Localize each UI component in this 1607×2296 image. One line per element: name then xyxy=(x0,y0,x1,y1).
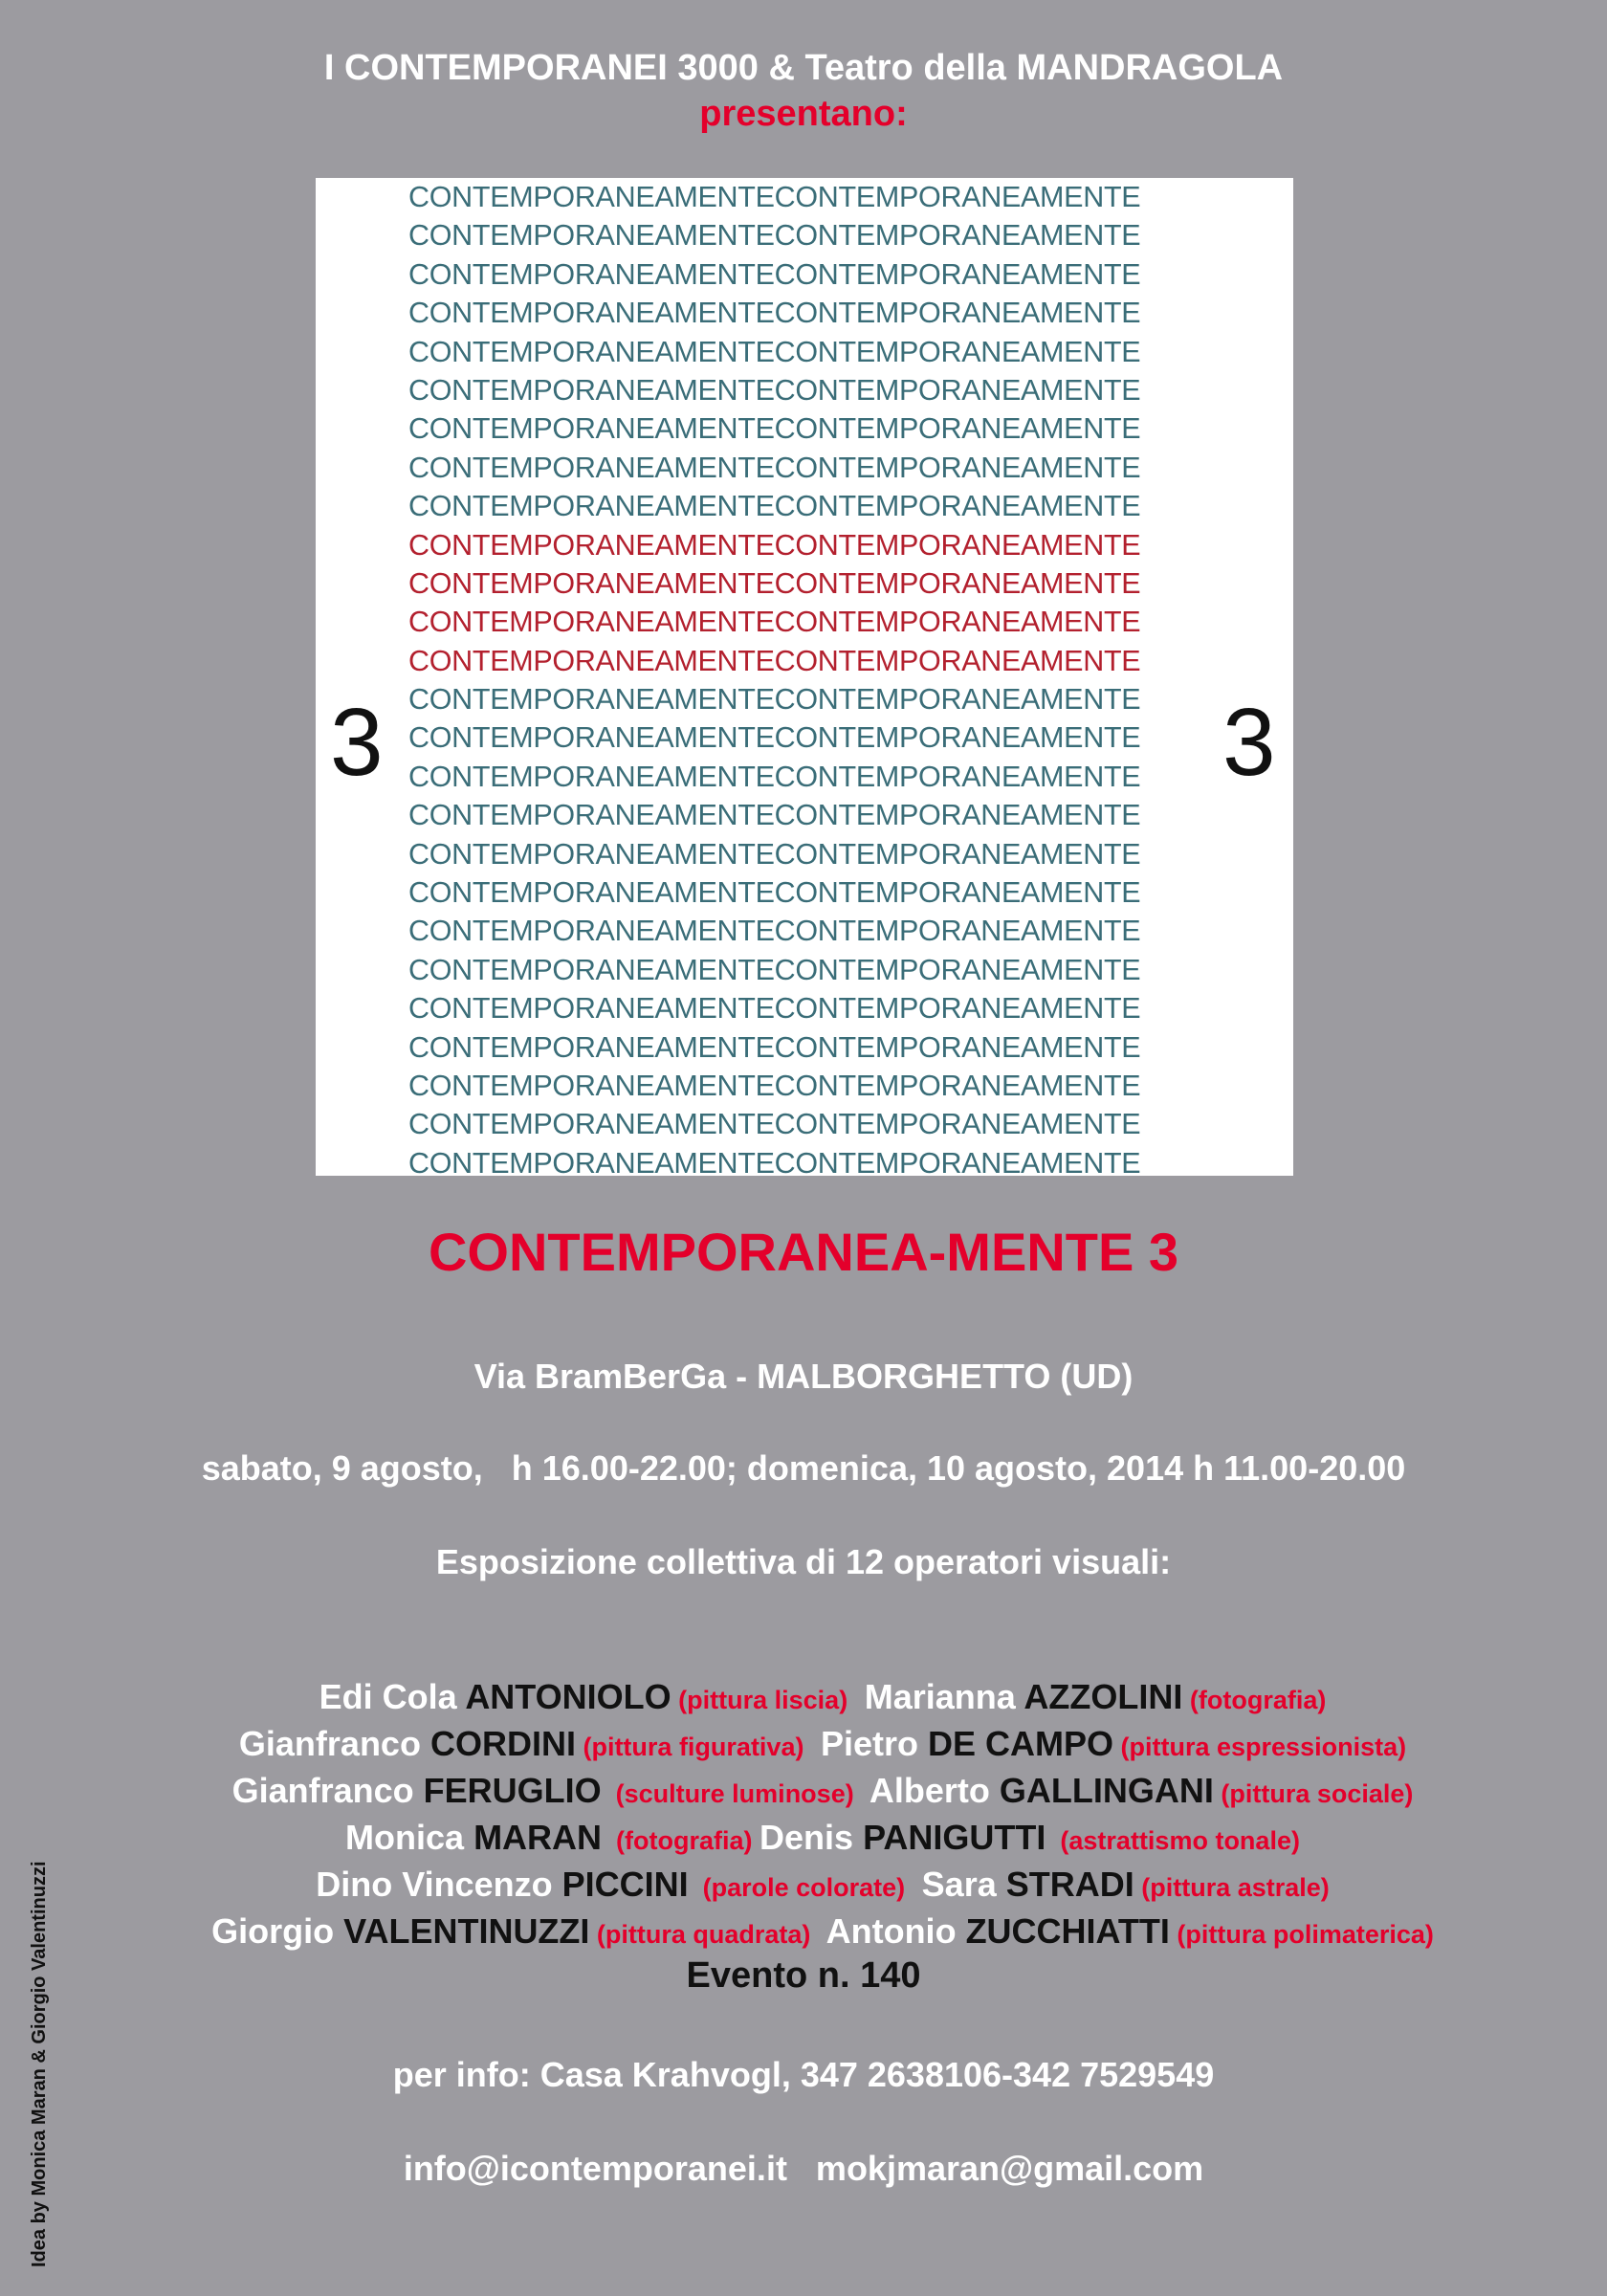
artist-technique: (pittura espressionista) xyxy=(1113,1733,1407,1761)
artist-first-name: Alberto xyxy=(861,1771,1000,1810)
artwork-text-line: CONTEMPORANEAMENTECONTEMPORANEAMENTE xyxy=(408,566,1141,600)
artist-first-name: Marianna xyxy=(854,1677,1024,1716)
artist-first-name: Denis xyxy=(759,1818,864,1857)
artist-surname: PANIGUTTI xyxy=(863,1818,1046,1857)
artist-surname: ANTONIOLO xyxy=(465,1677,671,1716)
event-number: Evento n. 140 xyxy=(686,1955,921,1996)
artist-technique: (pittura figurativa) xyxy=(575,1733,811,1761)
artist-first-name: Dino Vincenzo xyxy=(316,1865,562,1904)
artwork-text-line: CONTEMPORANEAMENTECONTEMPORANEAMENTE xyxy=(408,683,1141,717)
artists-row xyxy=(0,1626,1607,1716)
artist-technique: (parole colorate) xyxy=(688,1873,913,1902)
artist-technique: (pittura astrale) xyxy=(1134,1873,1330,1902)
artist-technique: (sculture luminose) xyxy=(601,1779,862,1808)
presentano-label: presentano: xyxy=(699,94,908,134)
artist-first-name: Antonio xyxy=(817,1911,966,1951)
artist-first-name: Gianfranco xyxy=(238,1724,430,1763)
artist-surname: STRADI xyxy=(1005,1865,1134,1904)
artist-first-name: Pietro xyxy=(810,1724,928,1763)
artwork-text-line: CONTEMPORANEAMENTECONTEMPORANEAMENTE xyxy=(408,606,1141,639)
artist-technique: (fotografia) xyxy=(602,1826,760,1855)
credit-vertical-text: Idea by Monica Maran & Giorgio Valentinuzzi xyxy=(29,1861,50,2267)
artwork-text-line: CONTEMPORANEAMENTECONTEMPORANEAMENTE xyxy=(408,760,1141,793)
artist-technique: (fotografia) xyxy=(1182,1686,1327,1714)
artist-surname: ZUCCHIATTI xyxy=(965,1911,1170,1951)
venue-address: Via BramBerGa - MALBORGHETTO (UD) xyxy=(473,1357,1134,1396)
artist-surname: CORDINI xyxy=(429,1724,576,1763)
artist-technique: (pittura liscia) xyxy=(671,1686,855,1714)
artist-surname: PICCINI xyxy=(561,1865,689,1904)
artist-first-name: Monica xyxy=(345,1818,474,1857)
artwork-number-right: 3 xyxy=(1222,689,1276,796)
artwork-text-line: CONTEMPORANEAMENTECONTEMPORANEAMENTE xyxy=(408,799,1141,832)
contact-emails: info@icontemporanei.it mokjmaran@gmail.com xyxy=(403,2149,1204,2188)
artist-surname: VALENTINUZZI xyxy=(343,1911,590,1951)
artist-technique: (astrattismo tonale) xyxy=(1046,1826,1300,1855)
artwork-text-line: CONTEMPORANEAMENTECONTEMPORANEAMENTE xyxy=(408,181,1141,213)
artist-first-name: Giorgio xyxy=(211,1911,344,1951)
artist-technique: (pittura polimaterica) xyxy=(1169,1920,1434,1949)
exhibition-description: Esposizione collettiva di 12 operatori visuali: xyxy=(435,1542,1172,1581)
artist-first-name: Sara xyxy=(912,1865,1006,1904)
artist-technique: (pittura quadrata) xyxy=(589,1920,818,1949)
artist-surname: MARAN xyxy=(473,1818,603,1857)
artist-surname: AZZOLINI xyxy=(1024,1677,1183,1716)
artwork-text-line: CONTEMPORANEAMENTECONTEMPORANEAMENTE xyxy=(408,297,1141,330)
artwork-image xyxy=(316,178,1293,1176)
artist-first-name: Gianfranco xyxy=(231,1771,424,1810)
event-title: CONTEMPORANEA-MENTE 3 xyxy=(428,1222,1179,1282)
event-dates: sabato, 9 agosto, h 16.00-22.00; domenica, 10 agosto, 2014 h 11.00-20.00 xyxy=(201,1448,1406,1488)
artwork-text-line: CONTEMPORANEAMENTECONTEMPORANEAMENTE xyxy=(408,219,1141,253)
artwork-text-line: CONTEMPORANEAMENTECONTEMPORANEAMENTE xyxy=(408,335,1141,368)
artist-surname: FERUGLIO xyxy=(423,1771,602,1810)
contact-info: per info: Casa Krahvogl, 347 2638106-342 7529549 xyxy=(392,2055,1215,2094)
artwork-text-line: CONTEMPORANEAMENTECONTEMPORANEAMENTE xyxy=(408,373,1141,407)
presenters-line: I CONTEMPORANEI 3000 & Teatro della MANDRAGOLA xyxy=(323,48,1284,88)
artwork-text-line: CONTEMPORANEAMENTECONTEMPORANEAMENTE xyxy=(408,257,1141,291)
artwork-number-left: 3 xyxy=(330,689,384,796)
artist-surname: GALLINGANI xyxy=(999,1771,1214,1810)
artwork-text-line: CONTEMPORANEAMENTECONTEMPORANEAMENTE xyxy=(408,412,1141,446)
artwork-text-line: CONTEMPORANEAMENTECONTEMPORANEAMENTE xyxy=(408,1108,1141,1141)
artist-first-name: Edi Cola xyxy=(319,1677,466,1716)
artwork-text-line: CONTEMPORANEAMENTECONTEMPORANEAMENTE xyxy=(408,451,1141,484)
artists-list xyxy=(0,1626,1607,1951)
artwork-text-line: CONTEMPORANEAMENTECONTEMPORANEAMENTE xyxy=(408,644,1141,677)
artwork-text-line: CONTEMPORANEAMENTECONTEMPORANEAMENTE xyxy=(408,528,1141,562)
artwork-text-line: CONTEMPORANEAMENTECONTEMPORANEAMENTE xyxy=(408,992,1141,1026)
artwork-text-line: CONTEMPORANEAMENTECONTEMPORANEAMENTE xyxy=(408,876,1141,910)
artwork-text-line: CONTEMPORANEAMENTECONTEMPORANEAMENTE xyxy=(408,915,1141,948)
artwork-text-line: CONTEMPORANEAMENTECONTEMPORANEAMENTE xyxy=(408,1069,1141,1102)
artwork-text-line: CONTEMPORANEAMENTECONTEMPORANEAMENTE xyxy=(408,721,1141,755)
artist-surname: DE CAMPO xyxy=(928,1724,1114,1763)
artwork-text-line: CONTEMPORANEAMENTECONTEMPORANEAMENTE xyxy=(408,837,1141,871)
artwork-text-line: CONTEMPORANEAMENTECONTEMPORANEAMENTE xyxy=(408,490,1141,523)
artwork-text-line: CONTEMPORANEAMENTECONTEMPORANEAMENTE xyxy=(408,1146,1141,1176)
artist-technique: (pittura sociale) xyxy=(1213,1779,1414,1808)
artwork-text-line: CONTEMPORANEAMENTECONTEMPORANEAMENTE xyxy=(408,1030,1141,1064)
artwork-text-line: CONTEMPORANEAMENTECONTEMPORANEAMENTE xyxy=(408,953,1141,986)
artwork-text-block xyxy=(408,178,1202,1176)
